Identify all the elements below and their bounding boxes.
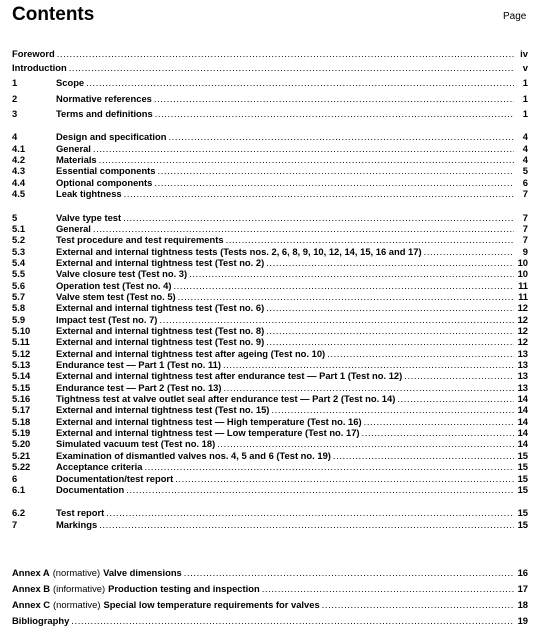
toc-entry-number: 5.8 [12,302,26,313]
toc-entry-page: 14 [517,416,528,427]
dot-leader [266,302,514,314]
toc-entry-page: 13 [517,370,528,381]
toc-entry[interactable] [12,62,528,74]
toc-entry-title: External and internal tightness test (Test no. 2) [56,257,265,268]
toc-entry-page: 13 [517,359,528,370]
toc-entry-number: 5.11 [12,336,30,347]
toc-bibliography-entry[interactable] [12,615,528,627]
toc-entry-number: 5.16 [12,393,31,404]
dot-leader [57,48,514,60]
toc-entry-title: External and internal tightness test — High temperature (Test no. 16) [56,416,362,427]
toc-annex-entry[interactable] [12,599,528,611]
toc-entry-page: 4 [522,143,528,154]
toc-entry[interactable] [12,519,528,531]
dot-leader [145,461,514,473]
annex-type: (normative) [52,567,101,578]
toc-entry-page: 11 [518,280,528,291]
toc-entry-number: 5.6 [12,280,26,291]
dot-leader [271,404,514,416]
toc-entry-title: Optional components [56,177,153,188]
dot-leader [155,108,514,120]
toc-entry[interactable] [12,131,528,143]
toc-entry-number: 4.2 [12,154,26,165]
annex-title: Production testing and inspection [108,583,260,594]
toc-entry-page: 6 [522,177,528,188]
toc-entry-number: 5.18 [12,416,31,427]
toc-entry-page: 13 [517,348,528,359]
toc-entry-number: 3 [12,108,18,119]
toc-entry-number: 5.5 [12,268,26,279]
toc-entry-title: Valve stem test (Test no. 5) [56,291,176,302]
annex-label: Annex C [12,599,51,610]
toc-entry-number: 5.15 [12,382,31,393]
toc-entry-number: 1 [12,77,18,88]
dot-leader [158,165,514,177]
annex-type: (informative) [53,583,106,594]
dot-leader [86,77,514,89]
annex-label: Annex B [12,583,51,594]
toc-entry-page: 1 [522,93,528,104]
toc-entry-page: 11 [518,291,528,302]
toc-entry-page: 15 [517,484,528,495]
toc-entry-number: 2 [12,93,18,104]
toc-entry[interactable] [12,268,528,280]
toc-entry-number: 5.1 [12,223,26,234]
toc-entry-title: Valve type test [56,212,122,223]
toc-entry-title: External and internal tightness test (Test no. 8) [56,325,265,336]
toc-entry-page: 15 [517,519,528,530]
toc-entry-page: iv [520,48,528,59]
toc-entry-page: 12 [517,314,528,325]
toc-entry-page: v [522,62,528,73]
dot-leader [404,370,514,382]
toc-annex-entry[interactable] [12,583,528,595]
toc-entry-page: 14 [517,438,528,449]
toc-entry-number: 5 [12,212,18,223]
toc-entry-page: 7 [522,212,528,223]
dot-leader [71,615,514,627]
dot-leader [266,336,514,348]
toc-entry-title: External and internal tightness test — Low temperature (Test no. 17) [56,427,360,438]
toc-entry-page: 4 [522,131,528,142]
toc-entry-title: General [56,143,91,154]
toc-entry-title: External and internal tightness test after ageing (Test no. 10) [56,348,326,359]
toc-entry-page: 14 [517,404,528,415]
annex-page: 16 [517,567,528,578]
toc-entry-number: 6 [12,473,18,484]
toc-entry-number: 4.5 [12,188,26,199]
toc-entry-number: 4.3 [12,165,26,176]
toc-entry[interactable] [12,93,528,105]
dot-leader [184,567,514,579]
toc-entry-number: 5.13 [12,359,31,370]
toc-entry-page: 12 [517,336,528,347]
annex-label: Annex A [12,567,50,578]
toc-entry[interactable] [12,404,528,416]
toc-entry-title: Test procedure and test requirements [56,234,224,245]
dot-leader [262,583,514,595]
toc-entry-number: 4.4 [12,177,26,188]
toc-entry-title: Endurance test — Part 2 (Test no. 13) [56,382,222,393]
dot-leader [226,234,514,246]
toc-entry-title: Endurance test — Part 1 (Test no. 11) [56,359,221,370]
toc-entry[interactable] [12,370,528,382]
toc-entry-title: Foreword [12,48,55,59]
toc-entry-page: 10 [517,268,528,279]
toc-entry-title: Acceptance criteria [56,461,143,472]
toc-entry[interactable] [12,461,528,473]
toc-entry-page: 5 [522,165,528,176]
toc-entry-number: 6.1 [12,484,26,495]
toc-entry-number: 5.10 [12,325,31,336]
toc-entry-number: 5.22 [12,461,31,472]
toc-entry-title: External and internal tightness test (Test no. 6) [56,302,265,313]
toc-entry-page: 13 [517,382,528,393]
toc-entry-number: 5.3 [12,246,26,257]
toc-entry-page: 4 [522,154,528,165]
toc-entry-number: 5.17 [12,404,31,415]
toc-entry-title: Impact test (Test no. 7) [56,314,158,325]
page-title: Contents [12,4,95,25]
toc-entry-number: 5.9 [12,314,26,325]
toc-entry[interactable] [12,188,528,200]
toc-entry-page: 7 [522,223,528,234]
toc-entry-title: Normative references [56,93,152,104]
toc-entry-title: External and internal tightness tests (Tests nos. 2, 6, 8, 9, 10, 12, 14, 15, 16 and 17) [56,246,422,257]
toc-entry-title: External and internal tightness test (Test no. 9) [56,336,265,347]
dot-leader [168,131,514,143]
toc-entry-page: 14 [517,427,528,438]
toc-entry-title: Introduction [12,62,67,73]
toc-entry-number: 5.7 [12,291,26,302]
toc-entry[interactable] [12,484,528,496]
toc-entry-number: 5.12 [12,348,31,359]
toc-entry[interactable] [12,438,528,450]
toc-entry-title: Leak tightness [56,188,122,199]
dot-leader [126,484,514,496]
toc-entry-page: 12 [517,325,528,336]
toc-entry-title: Markings [56,519,98,530]
bibliography-title: Bibliography [12,615,70,626]
toc-entry-title: Simulated vacuum test (Test no. 18) [56,438,216,449]
toc-entry-page: 7 [522,188,528,199]
toc-entry-title: Terms and definitions [56,108,153,119]
toc-entry-page: 1 [522,77,528,88]
toc-entry-page: 12 [517,302,528,313]
toc-entry[interactable] [12,77,528,89]
annex-title: Valve dimensions [103,567,182,578]
toc-entry-title: Essential components [56,165,156,176]
toc-entry-title: Materials [56,154,97,165]
toc-entry-number: 5.2 [12,234,26,245]
toc-entry-number: 5.4 [12,257,26,268]
toc-entry[interactable] [12,165,528,177]
toc-entry-title: Scope [56,77,85,88]
toc-entry-page: 14 [517,393,528,404]
dot-leader [99,519,514,531]
toc-entry-number: 5.21 [12,450,31,461]
toc-entry-title: Documentation/test report [56,473,174,484]
toc-entry-title: External and internal tightness test after endurance test — Part 1 (Test no. 12) [56,370,403,381]
toc-entry-title: External and internal tightness test (Test no. 15) [56,404,270,415]
toc-entry-number: 5.20 [12,438,31,449]
dot-leader [69,62,514,74]
toc-entry[interactable] [12,234,528,246]
toc-entry-title: Design and specification [56,131,167,142]
toc-entry[interactable] [12,302,528,314]
toc-entry-number: 5.14 [12,370,31,381]
page-column-header: Page [503,11,527,22]
toc-entry-number: 6.2 [12,507,26,518]
toc-entry-page: 9 [522,246,528,257]
toc-entry-page: 15 [517,473,528,484]
toc-entry-page: 10 [517,257,528,268]
toc-entry-page: 1 [522,108,528,119]
toc-entry-page: 7 [522,234,528,245]
toc-entry-page: 15 [517,450,528,461]
toc-entry-title: Documentation [56,484,125,495]
annex-page: 18 [517,599,528,610]
toc-entry-page: 15 [517,461,528,472]
dot-leader [124,188,514,200]
toc-annex-entry[interactable] [12,567,528,579]
annex-type: (normative) [53,599,101,610]
dot-leader [217,438,514,450]
toc-entry[interactable] [12,108,528,120]
toc-entry-title: Examination of dismantled valves nos. 4, 5 and 6 (Test no. 19) [56,450,331,461]
toc-entry-title: Tightness test at valve outlet seal after endurance test — Part 2 (Test no. 14) [56,393,396,404]
toc-entry-page: 15 [517,507,528,518]
toc-entry-title: Test report [56,507,105,518]
toc-entry-number: 7 [12,519,18,530]
toc-entry-number: 4.1 [12,143,26,154]
dot-leader [189,268,514,280]
toc-entry[interactable] [12,507,528,519]
dot-leader [154,93,514,105]
dot-leader [106,507,514,519]
toc-entry-title: Valve closure test (Test no. 3) [56,268,188,279]
toc-entry-title: General [56,223,91,234]
toc-entry[interactable] [12,48,528,60]
toc-entry-title: Operation test (Test no. 4) [56,280,172,291]
toc-entry[interactable] [12,336,528,348]
annex-page: 17 [517,583,528,594]
dot-leader [322,599,514,611]
annex-title: Special low temperature requirements for valves [103,599,320,610]
toc-entry-number: 5.19 [12,427,31,438]
toc-entry-number: 4 [12,131,18,142]
bibliography-page: 19 [517,615,528,626]
